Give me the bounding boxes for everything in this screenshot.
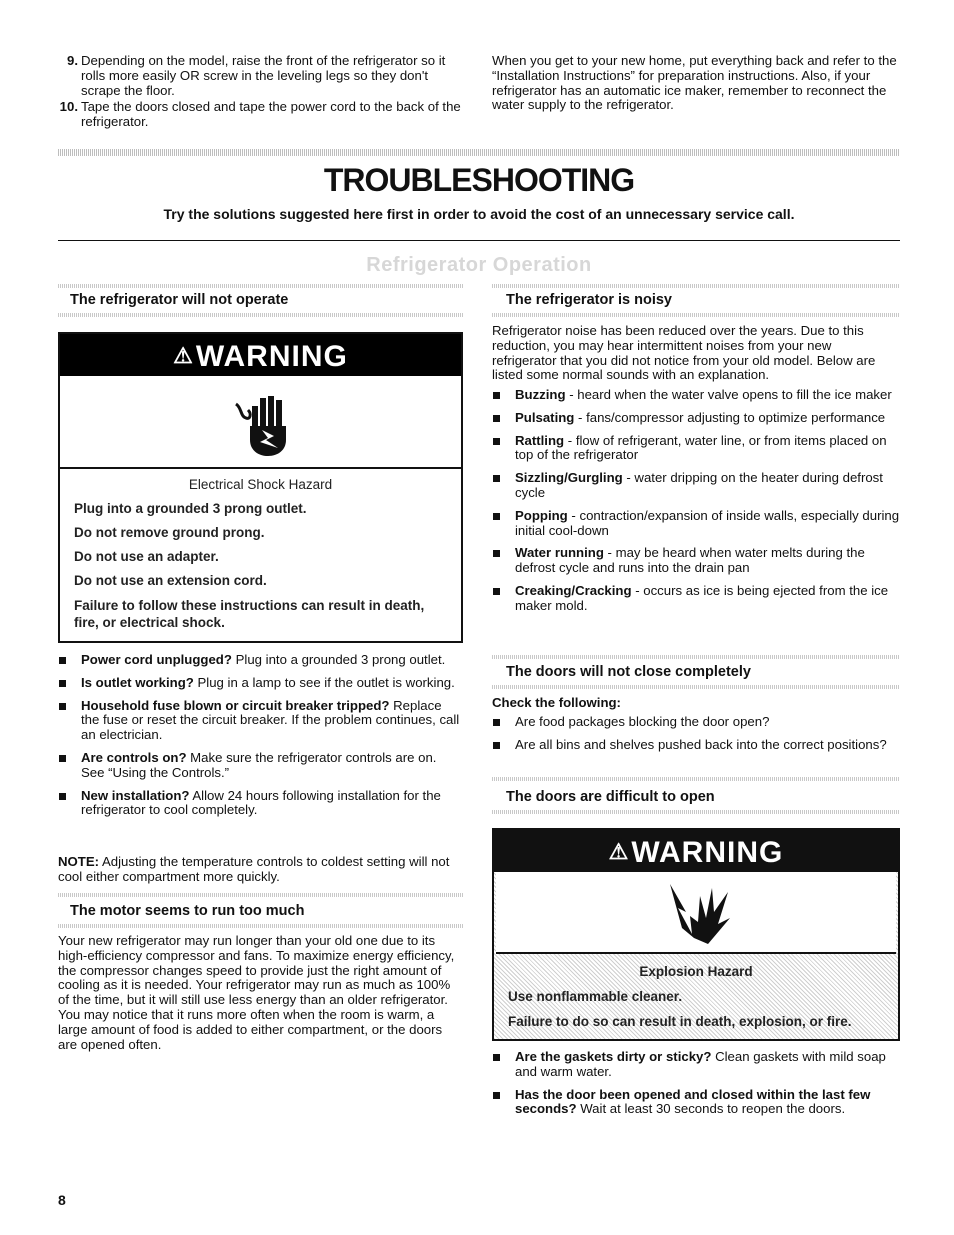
list-item: Rattling - flow of refrigerant, water line, or from items placed on top of the refrigerator [492, 434, 900, 464]
heading-motor: The motor seems to run too much [70, 903, 305, 919]
divider [58, 284, 463, 288]
warning-triangle-icon: ⚠ [173, 343, 194, 368]
doors-close-list [492, 715, 900, 761]
intro-steps [58, 54, 463, 132]
step-item: 9. Depending on the model, raise the front of the refrigerator so it rolls more easily OR screw in the leveling legs so they don't scrape the floor. [67, 53, 446, 98]
motor-text: Your new refrigerator may run longer than your old one due to its high-efficiency compressor and fans. To maximize energy efficiency, the compressor changes speed to provide just the right amount of cooling as it is needed. Your refrigerator may run as much as 100% of the time, but it will still use less energy than an older refrigerator. You may notice that it runs more often when the room is warm, a large amount of food is added to either compartment, or the doors are opened often. [58, 933, 455, 1052]
list-item: Are the gaskets dirty or sticky? Clean gaskets with mild soap and warm water. [492, 1050, 900, 1080]
divider [58, 893, 463, 897]
page-subtitle: Try the solutions suggested here first in order to avoid the cost of an unnecessary service call. [163, 206, 795, 222]
divider [492, 685, 900, 689]
electrical-shock-icon [232, 388, 296, 460]
list-item: Pulsating - fans/compressor adjusting to optimize performance [492, 411, 900, 426]
list-item: Buzzing - heard when the water valve opens to fill the ice maker [492, 388, 900, 403]
warning-icon-area [496, 872, 896, 954]
list-item: Popping - contraction/expansion of inside walls, especially during initial cool-down [492, 509, 900, 539]
noisy-intro: Refrigerator noise has been reduced over the years. Due to this reduction, you may hear intermittent noises from your new refrigerator that you did not notice from your old model. Below are listed some normal sounds with an explanation. [492, 323, 876, 383]
heading-not-operate: The refrigerator will not operate [70, 292, 289, 308]
list-item: Household fuse blown or circuit breaker tripped? Replace the fuse or reset the circuit breaker. If the problem continues, call an electrician. [58, 699, 463, 743]
divider [492, 284, 900, 288]
explosion-icon [664, 878, 734, 946]
list-item: Are controls on? Make sure the refrigerator controls are on. See “Using the Controls.” [58, 751, 463, 781]
divider [492, 777, 900, 781]
divider [492, 810, 900, 814]
warning-icon-area [60, 376, 461, 469]
warning-header: ⚠WARNING [60, 334, 461, 376]
step-item: 10. Tape the doors closed and tape the power cord to the back of the refrigerator. [59, 99, 461, 130]
divider-top [58, 149, 900, 156]
list-item: Are all bins and shelves pushed back into the correct positions? [492, 738, 900, 753]
warning-text: Explosion Hazard Use nonflammable cleaner. Failure to do so can result in death, explosion, or fire. [508, 964, 852, 1029]
list-item: Power cord unplugged? Plug into a grounded 3 prong outlet. [58, 653, 463, 668]
not-operate-list [58, 653, 463, 826]
electrical-warning-box [58, 332, 463, 643]
warning-header: ⚠WARNING [494, 830, 898, 872]
heading-doors-close: The doors will not close completely [506, 664, 751, 680]
list-item: Creaking/Cracking - occurs as ice is being ejected from the ice maker mold. [492, 584, 900, 614]
list-item: Is outlet working? Plug in a lamp to see if the outlet is working. [58, 676, 463, 691]
list-item: Water running - may be heard when water melts during the defrost cycle and runs into the drain pan [492, 546, 900, 576]
list-item: New installation? Allow 24 hours following installation for the refrigerator to cool completely. [58, 789, 463, 819]
section-heading: Refrigerator Operation [366, 254, 592, 276]
page-title: TROUBLESHOOTING [323, 162, 635, 198]
divider-rule [58, 240, 900, 241]
warning-triangle-icon: ⚠ [608, 839, 630, 864]
list-item: Sizzling/Gurgling - water dripping on the heater during defrost cycle [492, 471, 900, 501]
divider [492, 313, 900, 317]
intro-right-text: When you get to your new home, put everything back and refer to the “Installation Instructions” for preparation instructions. Also, if your refrigerator has an automatic ice maker, remember to reconnect the water supply to the refrigerator. [492, 53, 897, 113]
heading-noisy: The refrigerator is noisy [506, 292, 672, 308]
explosion-warning-box [492, 828, 900, 1041]
divider [492, 655, 900, 659]
warning-text: Electrical Shock Hazard Plug into a grounded 3 prong outlet. Do not remove ground prong. Do not use an adapter. Do not use an extension cord. Failure to follow these instructions can result in death, fire, or electrical shock. [74, 477, 425, 630]
list-item: Has the door been opened and closed within the last few seconds? Wait at least 30 seconds to reopen the doors. [492, 1088, 900, 1118]
note-text: NOTE: Adjusting the temperature controls to coldest setting will not cool either compartment more quickly. [58, 854, 450, 884]
list-item: Are food packages blocking the door open? [492, 715, 900, 730]
divider [58, 924, 463, 928]
divider [58, 313, 463, 317]
page-number: 8 [58, 1192, 66, 1208]
doors-open-list [492, 1050, 900, 1125]
check-label: Check the following: [492, 695, 621, 710]
noisy-list [492, 388, 900, 622]
heading-doors-open: The doors are difficult to open [506, 789, 715, 805]
